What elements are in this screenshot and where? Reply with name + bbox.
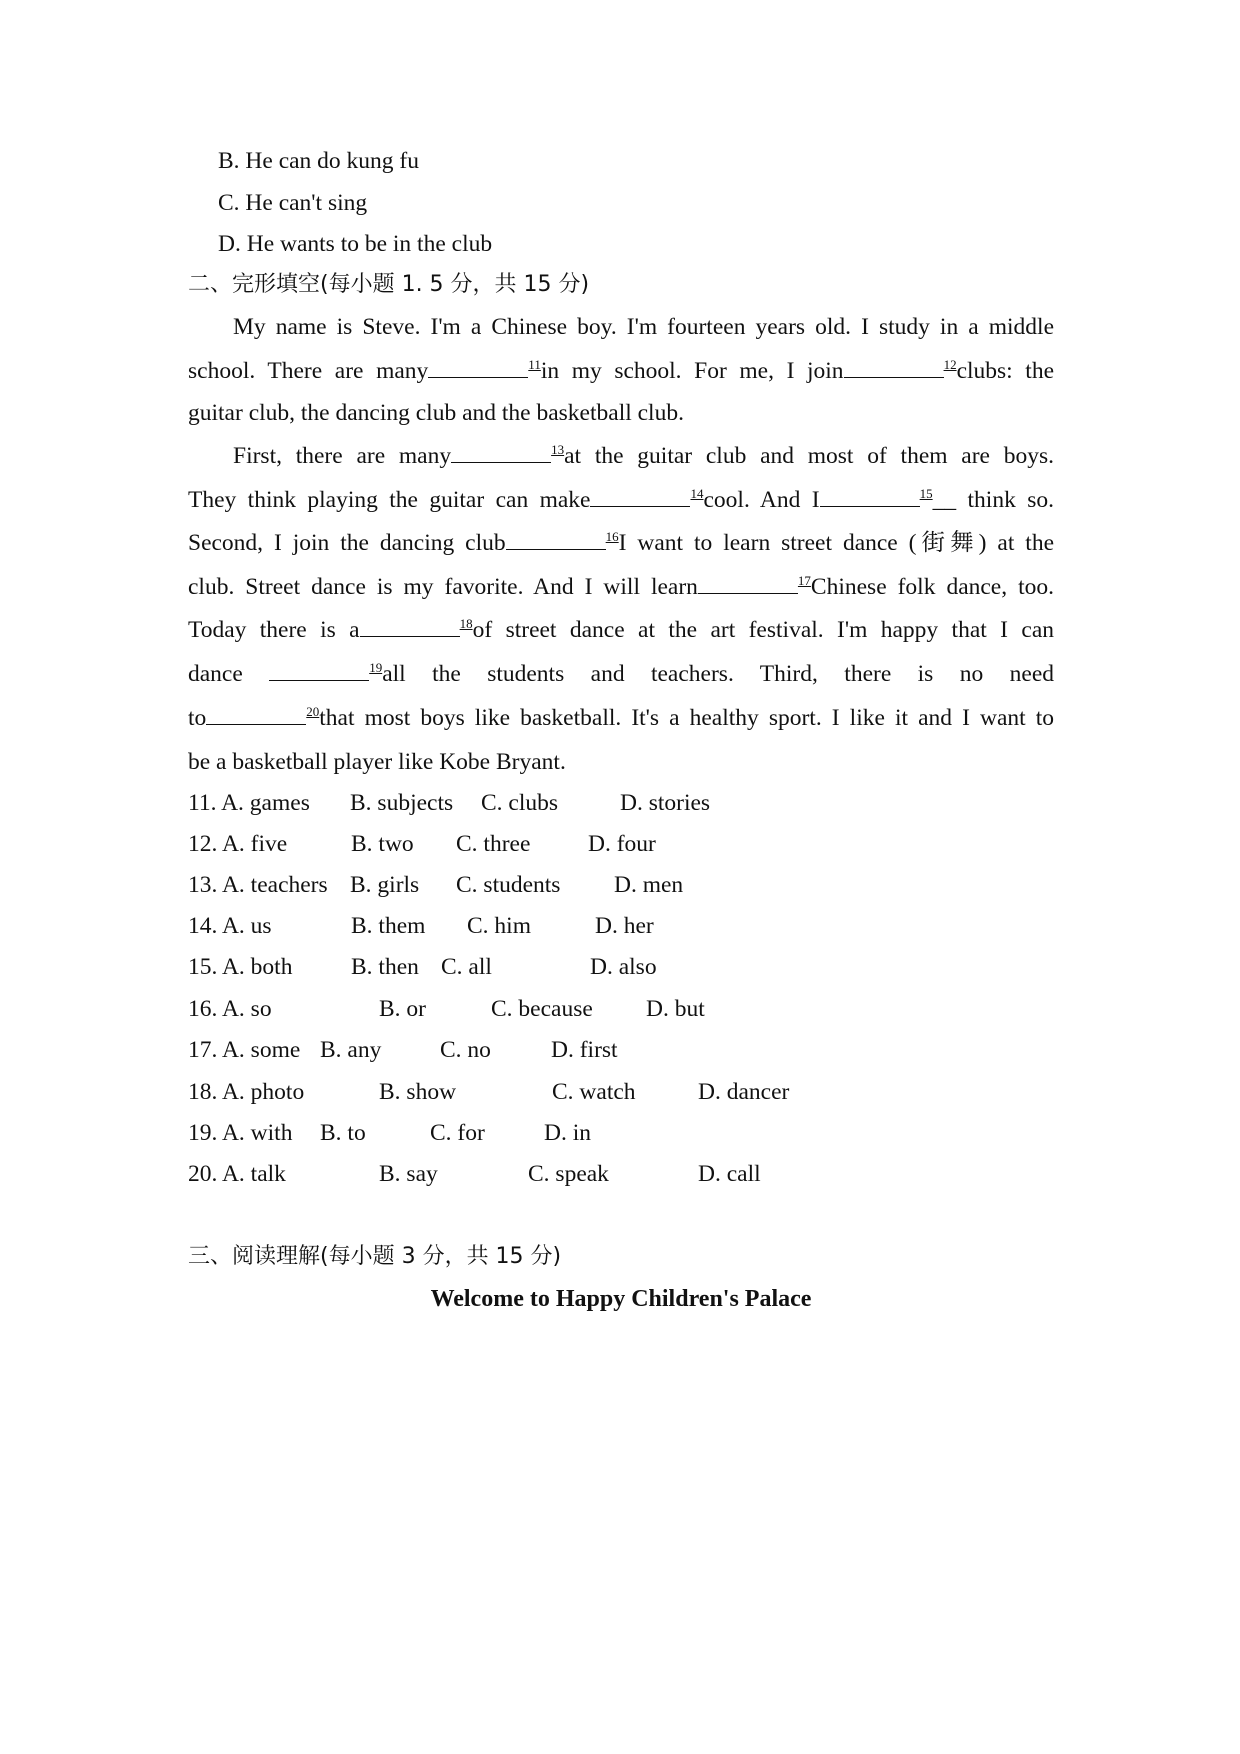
choice-b[interactable]: B. then <box>351 954 419 980</box>
choice-a[interactable]: 12. A. five <box>188 831 288 857</box>
text: school. There are many <box>188 358 429 384</box>
text: __ think so. <box>932 487 1054 513</box>
text: Today there is a <box>188 617 360 643</box>
question-row <box>188 829 1088 859</box>
p2-line6 <box>188 659 1054 689</box>
p2-line1 <box>188 441 1054 471</box>
text: I want to learn street dance (街舞) at the <box>618 530 1054 556</box>
choice-d[interactable]: D. her <box>595 913 654 939</box>
blank-14[interactable] <box>590 486 690 507</box>
option-b: B. He can do kung fu <box>218 148 420 174</box>
blank-number: 11 <box>528 357 541 372</box>
text: at the guitar club and most of them are boys. <box>564 443 1054 469</box>
choice-d[interactable]: D. first <box>551 1037 618 1063</box>
blank-number: 16 <box>605 529 619 544</box>
text: They think playing the guitar can make <box>188 487 591 513</box>
text: all the students and teachers. Third, there is no need <box>382 661 1054 687</box>
text: to <box>188 705 207 731</box>
p2-line5 <box>188 615 1054 645</box>
blank-12[interactable] <box>844 357 944 378</box>
choice-a[interactable]: 17. A. some <box>188 1037 301 1063</box>
section3-heading: 三、阅读理解(每小题 3 分，共 15 分) <box>188 1244 562 1269</box>
text: Chinese folk dance, too. <box>810 574 1054 600</box>
choice-b[interactable]: B. to <box>320 1120 366 1146</box>
text: First, there are many <box>233 443 452 469</box>
blank-13[interactable] <box>451 442 551 463</box>
p2-line4 <box>188 572 1054 602</box>
choice-a[interactable]: 14. A. us <box>188 913 272 939</box>
choice-a[interactable]: 16. A. so <box>188 996 272 1022</box>
choice-d[interactable]: D. call <box>698 1161 761 1187</box>
question-row <box>188 870 1088 900</box>
option-c: C. He can't sing <box>218 190 368 216</box>
choice-c[interactable]: C. for <box>430 1120 485 1146</box>
blank-16[interactable] <box>506 529 606 550</box>
choice-a[interactable]: 13. A. teachers <box>188 872 328 898</box>
question-row <box>188 911 1088 941</box>
text: of street dance at the art festival. I'm happy that I can <box>472 617 1054 643</box>
choice-d[interactable]: D. also <box>590 954 657 980</box>
choice-b[interactable]: B. girls <box>350 872 420 898</box>
choice-a[interactable]: 18. A. photo <box>188 1079 305 1105</box>
choice-b[interactable]: B. or <box>379 996 426 1022</box>
section2-heading: 二、完形填空(每小题 1. 5 分，共 15 分) <box>188 272 590 297</box>
blank-19[interactable] <box>269 660 369 681</box>
choice-b[interactable]: B. show <box>379 1079 457 1105</box>
blank-number: 20 <box>306 704 320 719</box>
choice-a[interactable]: 20. A. talk <box>188 1161 286 1187</box>
blank-number: 17 <box>797 573 811 588</box>
question-row <box>188 1159 1088 1189</box>
question-row <box>188 994 1088 1024</box>
text: dance <box>188 661 243 687</box>
question-row <box>188 952 1088 982</box>
text: in my school. For me, I join <box>540 358 844 384</box>
choice-d[interactable]: D. stories <box>620 790 711 816</box>
p1-line1: My name is Steve. I'm a Chinese boy. I'm fourteen years old. I study in a middle <box>233 314 1054 340</box>
choice-b[interactable]: B. two <box>351 831 414 857</box>
p2-line7 <box>188 703 1054 733</box>
blank-number: 12 <box>943 357 957 372</box>
text: club. Street dance is my favorite. And I will learn <box>188 574 698 600</box>
blank-number: 19 <box>369 660 383 675</box>
choice-a[interactable]: 19. A. with <box>188 1120 293 1146</box>
blank-15[interactable] <box>820 486 920 507</box>
choice-c[interactable]: C. watch <box>552 1079 636 1105</box>
choice-a[interactable]: 11. A. games <box>188 790 310 816</box>
option-d: D. He wants to be in the club <box>218 231 493 257</box>
choice-c[interactable]: C. speak <box>528 1161 609 1187</box>
question-row <box>188 788 1088 818</box>
choice-d[interactable]: D. men <box>614 872 684 898</box>
blank-number: 15 <box>919 486 933 501</box>
choice-d[interactable]: D. four <box>588 831 656 857</box>
choice-c[interactable]: C. students <box>456 872 561 898</box>
choice-c[interactable]: C. clubs <box>481 790 559 816</box>
passage-title: Welcome to Happy Children's Palace <box>430 1286 812 1312</box>
choice-b[interactable]: B. them <box>351 913 426 939</box>
p1-line2 <box>188 356 1054 386</box>
blank-20[interactable] <box>206 704 306 725</box>
choice-b[interactable]: B. any <box>320 1037 382 1063</box>
choice-c[interactable]: C. because <box>491 996 593 1022</box>
p2-line8: be a basketball player like Kobe Bryant. <box>188 749 566 775</box>
choice-b[interactable]: B. subjects <box>350 790 454 816</box>
question-row <box>188 1118 1088 1148</box>
choice-a[interactable]: 15. A. both <box>188 954 293 980</box>
question-row <box>188 1077 1088 1107</box>
choice-c[interactable]: C. him <box>467 913 531 939</box>
choice-d[interactable]: D. dancer <box>698 1079 790 1105</box>
choice-d[interactable]: D. but <box>646 996 705 1022</box>
choice-c[interactable]: C. all <box>441 954 492 980</box>
p2-line3 <box>188 528 1054 558</box>
p2-line2 <box>188 485 1054 515</box>
choice-b[interactable]: B. say <box>379 1161 438 1187</box>
blank-number: 18 <box>459 616 473 631</box>
blank-17[interactable] <box>698 573 798 594</box>
blank-18[interactable] <box>360 616 460 637</box>
blank-number: 14 <box>690 486 704 501</box>
text: that most boys like basketball. It's a healthy sport. I like it and I want to <box>319 705 1054 731</box>
text: clubs: the <box>956 358 1055 384</box>
question-row <box>188 1035 1088 1065</box>
blank-11[interactable] <box>428 357 528 378</box>
p1-line3: guitar club, the dancing club and the basketball club. <box>188 400 684 426</box>
text: Second, I join the dancing club <box>188 530 506 556</box>
choice-c[interactable]: C. no <box>440 1037 491 1063</box>
choice-d[interactable]: D. in <box>544 1120 591 1146</box>
blank-number: 13 <box>551 442 565 457</box>
choice-c[interactable]: C. three <box>456 831 531 857</box>
text: cool. And I <box>703 487 820 513</box>
